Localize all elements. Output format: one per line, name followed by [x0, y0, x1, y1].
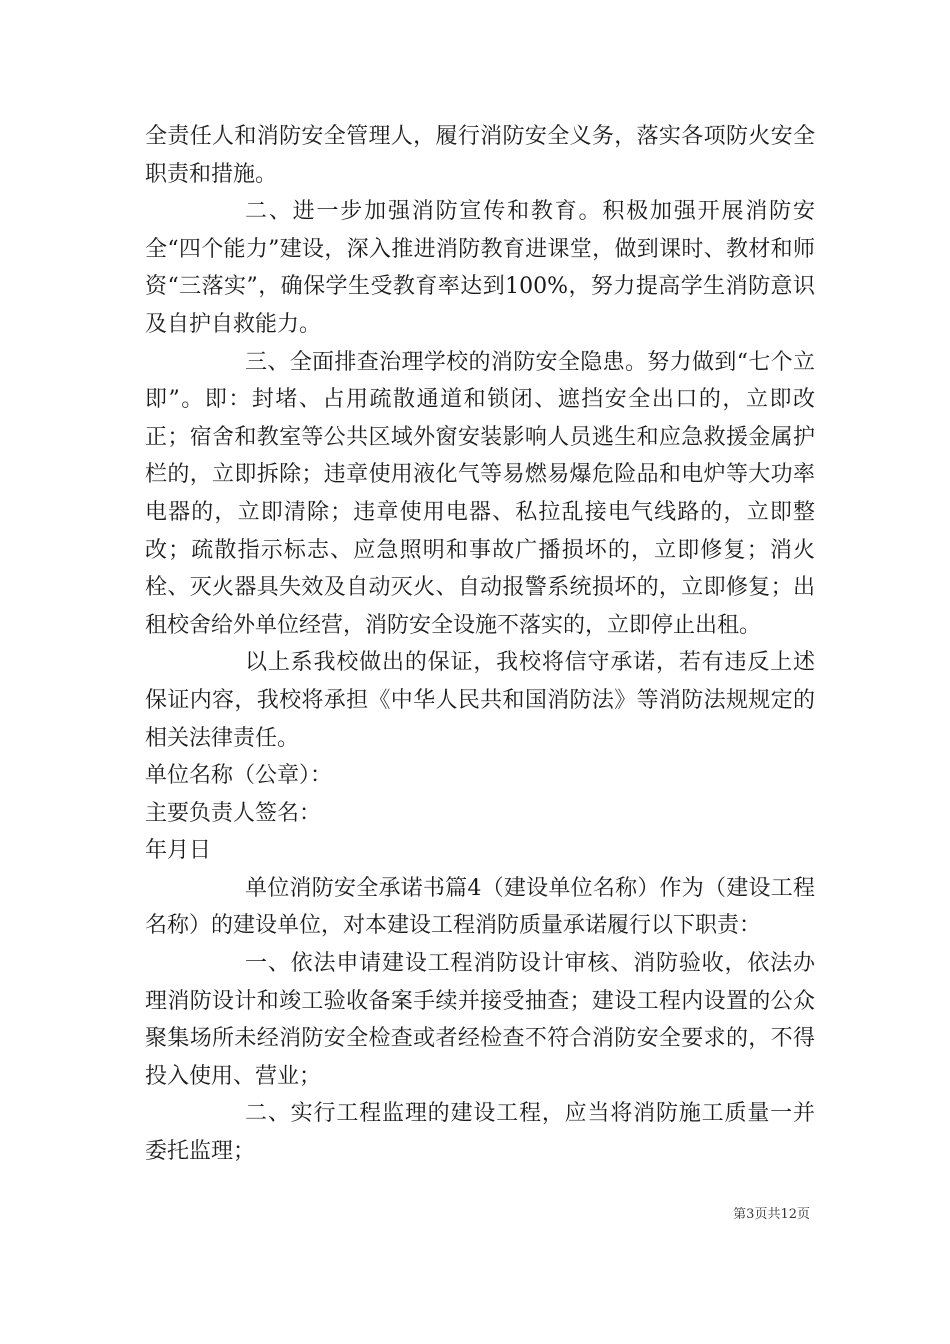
- paragraph-responsibility-continued: 全责任人和消防安全管理人，履行消防安全义务，落实各项防火安全职责和措施。: [145, 124, 815, 187]
- paragraph-duty-one: 一、依法申请建设工程消防设计审核、消防验收，依法办理消防设计和竣工验收备案手续并接受抽查；建设工程内设置的公众聚集场所未经消防安全检查或者经检查不符合消防安全要求的，不得投入使用、营业；: [145, 951, 815, 1089]
- signature-unit-name: 单位名称（公章）：: [145, 763, 333, 789]
- signature-date: 年月日: [145, 838, 212, 864]
- signature-principal: 主要负责人签名：: [145, 800, 322, 826]
- paragraph-guarantee-statement: 以上系我校做出的保证，我校将信守承诺，若有违反上述保证内容，我校将承担《中华人民共和国消防法》等消防法规规定的相关法律责任。: [145, 650, 815, 751]
- paragraph-section-two-education: 二、进一步加强消防宣传和教育。积极加强开展消防安全“四个能力”建设，深入推进消防教育进课堂，做到课时、教材和师资“三落实”，确保学生受教育率达到100%，努力提高学生消防意识及自护自救能力。: [145, 199, 815, 337]
- document-body: [145, 118, 815, 1171]
- paragraph-duty-two: 二、实行工程监理的建设工程，应当将消防施工质量一并委托监理；: [145, 1101, 815, 1165]
- paragraph-section-three-hazards: 三、全面排查治理学校的消防安全隐患。努力做到“七个立即”。即：封堵、占用疏散通道和锁闭、遮挡安全出口的，立即改正；宿舍和教室等公共区域外窗安装影响人员逃生和应急救援金属护栏的，立即拆除；违章使用液化气等易燃易爆危险品和电炉等大功率电器的，立即清除；违章使用电器、私拉乱接电气线路的，立即整改；疏散指示标志、应急照明和事故广播损坏的，立即修复；消火栓、灭火器具失效及自动灭火、自动报警系统损坏的，立即修复；出租校舍给外单位经营，消防安全设施不落实的，立即停止出租。: [145, 349, 815, 638]
- paragraph-commitment-4-intro: 单位消防安全承诺书篇4（建设单位名称）作为（建设工程名称）的建设单位，对本建设工程消防质量承诺履行以下职责：: [145, 875, 815, 939]
- page-number-footer: 第3页共12页: [733, 1207, 810, 1222]
